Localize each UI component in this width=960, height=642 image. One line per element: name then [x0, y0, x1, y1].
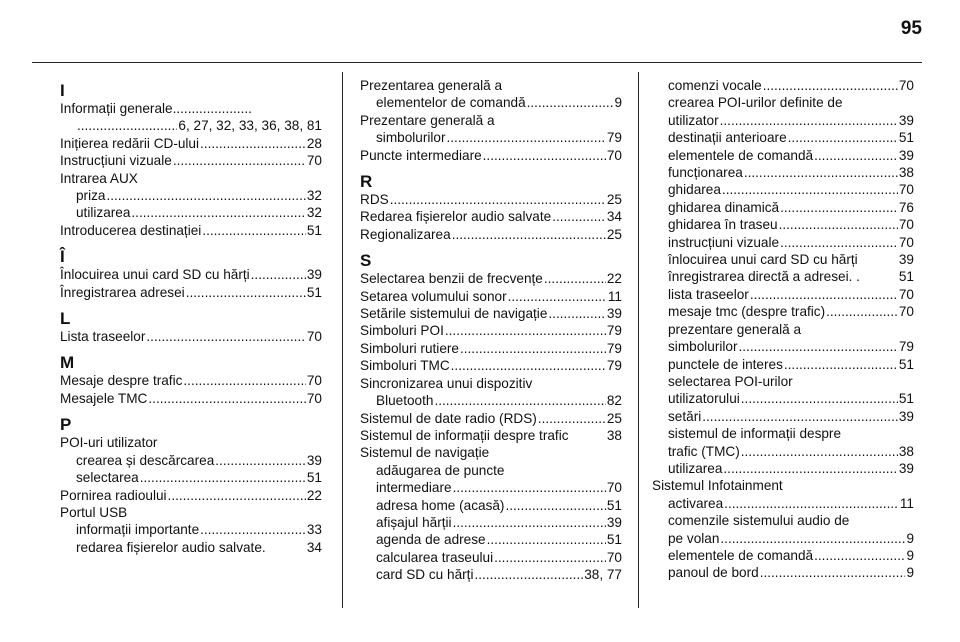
index-entry-heading: adăugarea de puncte: [376, 462, 505, 478]
index-entry-pages: 39: [898, 147, 914, 163]
index-entry-label: simbolurilor: [668, 339, 738, 355]
index-entry: [60, 452, 322, 469]
index-entry-pages: 11: [607, 288, 622, 304]
index-entry-pages: 76: [898, 199, 914, 215]
index-entry: [360, 322, 622, 339]
index-column-3: [652, 77, 914, 582]
dot-leader: [548, 305, 605, 322]
index-entry-heading: Intrarea AUX: [60, 170, 138, 186]
index-entry-label: Sistemul de informații despre trafic: [360, 427, 569, 443]
index-entry-label: Sistemul de date radio (RDS): [360, 410, 537, 426]
index-entry-label: activarea: [668, 495, 724, 511]
dot-leader: [720, 530, 905, 547]
index-entry-pages: 38: [898, 443, 914, 459]
index-entry-pages: 51: [306, 470, 322, 486]
dot-leader: [451, 357, 606, 374]
index-entry-pages: 9: [906, 565, 914, 581]
index-entry-label: ghidarea în traseu: [668, 217, 778, 233]
dot-leader: [390, 191, 606, 208]
index-column-1: [60, 82, 322, 556]
index-entry: [652, 338, 914, 355]
dot-leader: [131, 204, 305, 221]
index-entry-pages: 38, 77: [584, 567, 622, 583]
index-entry-label: adresa home (acasă): [376, 497, 505, 513]
dot-leader: [200, 521, 306, 538]
dot-leader: [780, 199, 898, 216]
index-entry: [652, 286, 914, 303]
dot-leader: [453, 514, 606, 531]
index-entry-label: crearea și descărcarea: [76, 452, 215, 468]
index-entry-pages: 70: [898, 286, 914, 302]
index-entry-pages: 38: [898, 165, 914, 181]
index-letter-heading: L: [60, 309, 71, 329]
index-entry: [60, 521, 322, 538]
index-entry-pages: 70: [898, 304, 914, 320]
index-entry: [60, 469, 322, 486]
index-entry-pages: 70: [606, 147, 622, 163]
index-entry: [360, 129, 622, 146]
index-entry: [652, 460, 914, 477]
index-entry: [652, 234, 914, 251]
index-entry-label: afișajul hărții: [376, 514, 452, 530]
index-entry: [60, 135, 322, 152]
column-divider: [638, 72, 639, 608]
index-entry-pages: 70: [306, 329, 322, 345]
index-entry-heading: selectarea POI-urilor: [668, 373, 793, 389]
dot-leader: [200, 135, 306, 152]
index-letter-heading: Î: [60, 247, 65, 267]
index-entry-pages: 39: [306, 267, 322, 283]
dot-leader: [487, 531, 606, 548]
index-entry-pages: 51: [606, 532, 622, 548]
dot-leader: [814, 147, 898, 164]
index-entry-heading: Portul USB: [60, 504, 128, 520]
index-entry-label: Înlocuirea unui card SD cu hărți: [60, 267, 250, 283]
column-divider: [342, 72, 343, 608]
dot-leader: [106, 187, 305, 204]
index-entry-label: utilizarea: [668, 460, 723, 476]
dot-leader: [452, 226, 606, 243]
dot-leader: [744, 164, 898, 181]
index-entry-pages: 9: [906, 530, 914, 546]
index-entry: [60, 539, 322, 556]
index-entry-pages: 39: [898, 112, 914, 128]
index-entry-label: instrucțiuni vizuale: [668, 234, 780, 250]
index-entry-label: Setările sistemului de navigație: [360, 306, 548, 322]
index-entry-label: selectarea: [76, 470, 139, 486]
index-entry: [60, 204, 322, 221]
index-entry-label: trafic (TMC): [668, 443, 740, 459]
index-entry-label: calcularea traseului: [376, 549, 494, 565]
index-entry-heading: prezentare generală a: [668, 321, 802, 337]
index-entry-label: utilizarea: [76, 205, 131, 221]
index-entry-pages: 51: [898, 356, 914, 372]
index-entry-heading: Informații generale.....................: [60, 101, 252, 116]
index-entry-pages: 51: [606, 497, 622, 513]
index-entry: [360, 410, 622, 427]
index-entry-heading: sistemul de informații despre: [668, 426, 842, 442]
index-entry-label: agenda de adrese: [376, 532, 486, 548]
index-entry-heading: Sistemul de navigație: [360, 445, 490, 461]
index-entry-label: card SD cu hărți: [376, 567, 474, 583]
index-entry-label: Mesajele TMC: [60, 390, 148, 406]
index-entry-label: Inițierea redării CD-ului: [60, 135, 200, 151]
dot-leader: [140, 469, 306, 486]
index-entry-pages: 6, 27, 32, 33, 36, 38, 81: [178, 118, 322, 134]
index-entry-label: Simboluri TMC: [360, 358, 450, 374]
dot-leader: [453, 479, 606, 496]
index-entry: [60, 266, 322, 283]
dot-leader: [460, 340, 606, 357]
index-entry-pages: 38: [606, 427, 622, 443]
index-entry-label: destinații anterioare: [668, 130, 787, 146]
index-entry-label: punctele de interes: [668, 356, 783, 372]
index-entry-label: elementele de comandă: [668, 147, 814, 163]
index-entry-label: Setarea volumului sonor: [360, 288, 507, 304]
dot-leader: [215, 452, 306, 469]
dot-leader: [760, 564, 906, 581]
index-entry-heading: Prezentare generală a: [360, 112, 495, 128]
index-entry: [360, 357, 622, 374]
index-entry-label: Simboluri POI: [360, 323, 444, 339]
index-entry: [60, 152, 322, 169]
index-entry-label: Redarea fișierelor audio salvate: [360, 209, 552, 225]
dot-leader: [788, 129, 898, 146]
dot-leader: [723, 460, 897, 477]
page-number: 95: [900, 18, 922, 39]
dot-leader: [527, 94, 614, 111]
index-entry: [652, 181, 914, 198]
index-entry-pages: 28: [306, 135, 322, 151]
index-entry-label: pe volan: [668, 530, 720, 546]
dot-leader: [445, 322, 606, 339]
index-entry-pages: 51: [306, 222, 322, 238]
index-entry-label: RDS: [360, 192, 389, 208]
index-letter-heading: M: [60, 353, 75, 373]
index-entry: [60, 117, 322, 134]
index-entry-heading: Sistemul Infotainment: [652, 478, 783, 494]
index-entry: [60, 284, 322, 301]
index-entry-heading: Sincronizarea unui dispozitiv: [360, 375, 533, 391]
dot-leader: [186, 284, 306, 301]
index-entry-label: Regionalizarea: [360, 226, 451, 242]
index-entry-pages: 34: [306, 539, 322, 555]
index-entry-label: priza: [76, 188, 106, 204]
dot-leader: [739, 338, 898, 355]
index-entry-pages: 39: [606, 306, 622, 322]
index-entry-heading: crearea POI-urilor definite de: [668, 95, 843, 111]
index-entry: [652, 164, 914, 181]
index-entry: [60, 372, 322, 389]
index-entry: [360, 94, 622, 111]
index-entry-pages: 39: [898, 460, 914, 476]
index-entry-pages: 70: [606, 480, 622, 496]
index-entry: [652, 199, 914, 216]
dot-leader: [494, 549, 606, 566]
dot-leader: [508, 288, 607, 305]
index-entry-pages: 79: [606, 323, 622, 339]
index-entry-label: Simboluri rutiere: [360, 340, 459, 356]
index-entry-pages: 39: [306, 452, 322, 468]
index-entry: [652, 216, 914, 233]
index-entry-label: Bluetooth: [376, 393, 434, 409]
index-entry-pages: 39: [606, 514, 622, 530]
dot-leader: [780, 234, 898, 251]
dot-leader: [814, 547, 905, 564]
index-entry: [652, 390, 914, 407]
index-entry-pages: 70: [306, 373, 322, 389]
index-entry-pages: 33: [306, 522, 322, 538]
index-entry-label: ghidarea dinamică: [668, 199, 780, 215]
index-entry: [360, 427, 622, 444]
index-entry: [60, 222, 322, 239]
index-column-2: [360, 77, 622, 584]
index-entry: [652, 77, 914, 94]
index-entry: [652, 547, 914, 564]
index-entry: [60, 328, 322, 345]
index-entry-pages: 51: [898, 130, 914, 146]
index-entry-label: înregistrarea directă a adresei. .: [668, 269, 860, 285]
index-entry-pages: 82: [606, 393, 622, 409]
dot-leader: [434, 392, 605, 409]
dot-leader: [447, 129, 606, 146]
index-entry-label: Înregistrarea adresei: [60, 284, 185, 300]
index-entry-label: elementele de comandă: [668, 547, 814, 563]
dot-leader: [505, 497, 605, 514]
index-entry: [360, 514, 622, 531]
index-entry-label: înlocuirea unui card SD cu hărți: [668, 252, 858, 268]
dot-leader: [168, 487, 306, 504]
index-entry: [652, 147, 914, 164]
index-entry-pages: 51: [306, 284, 322, 300]
index-entry-pages: 9: [614, 95, 622, 111]
index-entry-pages: 32: [306, 188, 322, 204]
index-entry-pages: 51: [898, 269, 914, 285]
index-entry-pages: 79: [606, 358, 622, 374]
index-entry: [360, 288, 622, 305]
index-letter-heading: S: [360, 251, 372, 271]
index-entry: [60, 187, 322, 204]
index-entry-label: utilizator: [668, 112, 719, 128]
index-entry-pages: 51: [898, 391, 914, 407]
index-entry-label: Mesaje despre trafic: [60, 373, 183, 389]
dot-leader: [784, 356, 898, 373]
index-entry-pages: 79: [898, 339, 914, 355]
index-entry: [652, 129, 914, 146]
dot-leader: [720, 112, 898, 129]
index-entry: [360, 340, 622, 357]
index-entry-label: Pornirea radioului: [60, 487, 167, 503]
dot-leader: [722, 181, 898, 198]
index-entry: [360, 531, 622, 548]
dot-leader: [741, 443, 898, 460]
index-entry-label: Puncte intermediare: [360, 147, 482, 163]
index-entry: [360, 226, 622, 243]
dot-leader: [183, 372, 305, 389]
dot-leader: [544, 270, 606, 287]
dot-leader: [173, 152, 306, 169]
index-entry-pages: 25: [606, 226, 622, 242]
dot-leader: [702, 408, 898, 425]
index-letter-heading: I: [60, 81, 65, 100]
index-entry-pages: 79: [606, 340, 622, 356]
index-entry-label: informații importante: [76, 522, 200, 538]
dot-leader: [763, 77, 898, 94]
index-entry-label: ghidarea: [668, 182, 721, 198]
dot-leader: [538, 410, 606, 427]
index-entry: [360, 549, 622, 566]
dot-leader: [202, 222, 306, 239]
index-entry-pages: 39: [898, 252, 914, 268]
index-entry: [652, 251, 914, 268]
index-entry: [60, 390, 322, 407]
index-entry-pages: 70: [898, 78, 914, 93]
index-entry-pages: 70: [306, 390, 322, 406]
index-entry: [652, 112, 914, 129]
header-rule: [32, 62, 922, 63]
index-entry-pages: 70: [898, 234, 914, 250]
index-entry-pages: 79: [606, 130, 622, 146]
dot-leader: [146, 328, 305, 345]
index-entry-label: utilizatorului: [668, 391, 740, 407]
index-entry-label: mesaje tmc (despre trafic): [668, 304, 826, 320]
index-entry-pages: 32: [306, 205, 322, 221]
index-entry: [652, 443, 914, 460]
index-entry-pages: 39: [898, 408, 914, 424]
index-entry: [360, 270, 622, 287]
index-entry: [652, 408, 914, 425]
index-entry: [360, 566, 622, 583]
dot-leader: [474, 566, 583, 583]
index-entry-label: funcționarea: [668, 165, 743, 181]
index-entry-pages: 34: [606, 209, 622, 225]
index-letter-heading: R: [360, 172, 373, 192]
dot-leader: [148, 390, 305, 407]
dot-leader: [483, 147, 606, 164]
dot-leader: [779, 216, 898, 233]
index-entry: [60, 487, 322, 504]
index-entry-label: simbolurilor: [376, 130, 446, 146]
dot-leader: [251, 266, 306, 283]
index-entry-pages: 25: [606, 192, 622, 208]
index-entry-heading: comenzile sistemului audio de: [668, 513, 850, 529]
index-entry-heading: Prezentarea generală a: [360, 78, 503, 93]
dot-leader: [77, 117, 177, 134]
index-entry-pages: 25: [606, 410, 622, 426]
index-letter-heading: P: [60, 415, 72, 435]
index-entry-pages: 70: [306, 153, 322, 169]
index-entry-label: Lista traseelor: [60, 329, 146, 345]
index-entry-pages: 70: [898, 217, 914, 233]
index-entry-label: lista traseelor: [668, 286, 749, 302]
index-entry: [360, 191, 622, 208]
index-entry-pages: 9: [906, 547, 914, 563]
index-entry-label: Instrucțiuni vizuale: [60, 153, 172, 169]
index-entry: [652, 356, 914, 373]
dot-leader: [552, 208, 606, 225]
index-entry-label: redarea fișierelor audio salvate.: [76, 539, 266, 555]
index-entry-pages: 11: [899, 495, 914, 511]
index-entry: [360, 497, 622, 514]
index-entry-label: panoul de bord: [668, 565, 759, 581]
dot-leader: [741, 390, 898, 407]
dot-leader: [826, 303, 898, 320]
index-entry-label: comenzi vocale: [668, 78, 762, 93]
index-entry: [652, 564, 914, 581]
index-entry: [360, 392, 622, 409]
dot-leader: [724, 495, 899, 512]
index-entry-pages: 22: [306, 487, 322, 503]
index-entry-pages: 70: [606, 549, 622, 565]
index-entry-label: intermediare: [376, 480, 452, 496]
dot-leader: [750, 286, 898, 303]
index-entry: [652, 495, 914, 512]
index-entry-label: Introducerea destinației: [60, 222, 202, 238]
index-entry-heading: POI-uri utilizator: [60, 435, 158, 451]
index-entry: [360, 305, 622, 322]
index-entry: [360, 208, 622, 225]
index-entry-label: Selectarea benzii de frecvențe: [360, 271, 543, 287]
index-entry: [652, 530, 914, 547]
index-entry: [360, 479, 622, 496]
index-entry-pages: 22: [606, 271, 622, 287]
index-entry: [652, 268, 914, 285]
index-entry: [360, 147, 622, 164]
index-entry-pages: 70: [898, 182, 914, 198]
index-entry-label: elementelor de comandă: [376, 95, 526, 111]
index-entry: [652, 303, 914, 320]
index-entry-label: setări: [668, 408, 702, 424]
